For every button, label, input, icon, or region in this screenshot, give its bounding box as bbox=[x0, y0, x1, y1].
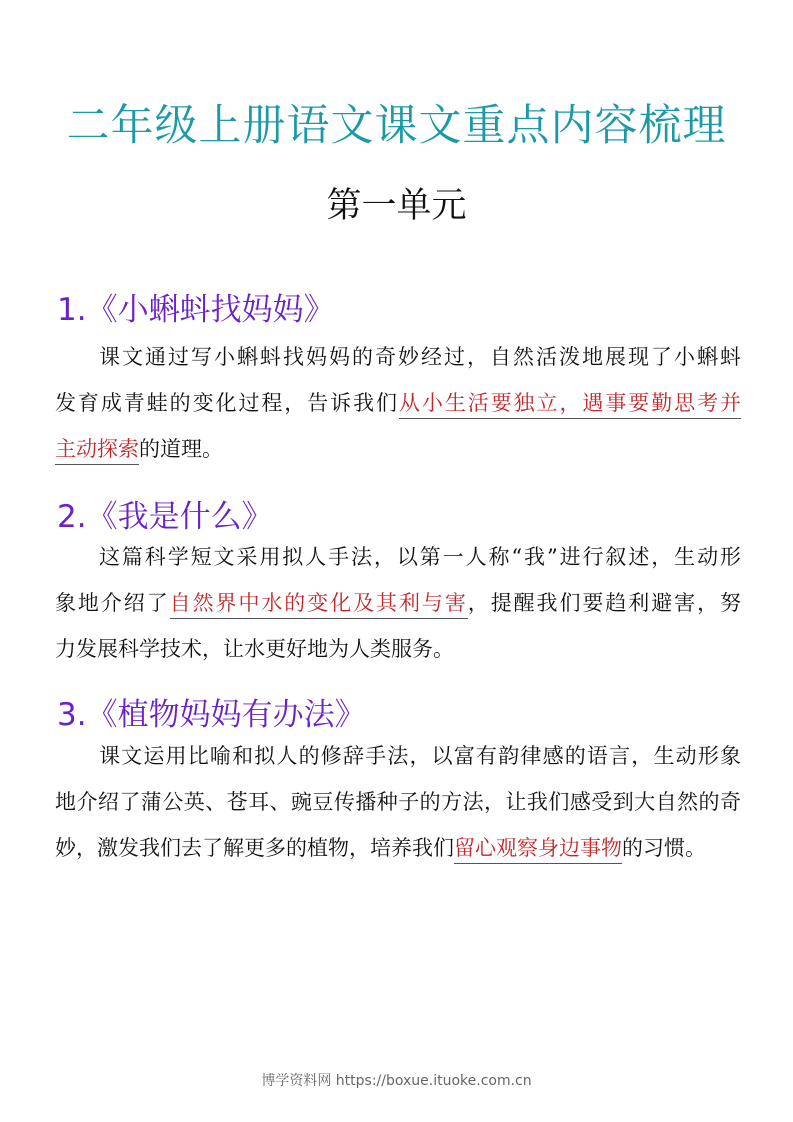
text-segment: 课文运用比喻和拟人的修辞手法，以富有韵律感的语言，生动形象 bbox=[99, 744, 741, 768]
paragraph-line bbox=[55, 580, 741, 626]
text-segment: 课文通过写小蝌蚪找妈妈的奇妙经过，自然活泼地展现了小蝌蚪 bbox=[99, 345, 741, 369]
highlighted-key-point: 留心观察身边事物 bbox=[454, 836, 622, 864]
text-segment: 发育成青蛙的变化过程，告诉我们 bbox=[55, 391, 399, 415]
section-paragraph-3 bbox=[55, 733, 741, 871]
text-segment: 象地介绍了 bbox=[55, 591, 170, 615]
highlighted-key-point: 从小生活要独立，遇事要勤思考并 bbox=[399, 391, 741, 419]
text-segment: 地介绍了蒲公英、苍耳、豌豆传播种子的方法，让我们感受到大自然的奇 bbox=[55, 790, 741, 814]
section-paragraph-2 bbox=[55, 534, 741, 672]
text-segment: 的习惯。 bbox=[622, 836, 706, 860]
text-segment: 妙，激发我们去了解更多的植物，培养我们 bbox=[55, 836, 454, 860]
text-segment: 的道理。 bbox=[139, 437, 223, 461]
section-heading-1: 1.《小蝌蚪找妈妈》 bbox=[57, 292, 335, 328]
paragraph-line bbox=[55, 426, 741, 472]
text-segment: ，提醒我们要趋利避害，努 bbox=[467, 591, 742, 615]
paragraph-line bbox=[55, 825, 741, 871]
footer-watermark: 博学资料网 https://boxue.ituoke.com.cn bbox=[261, 1073, 532, 1089]
section-heading-3: 3.《植物妈妈有办法》 bbox=[57, 697, 366, 733]
highlighted-key-point: 主动探索 bbox=[55, 437, 139, 465]
unit-heading: 第一单元 bbox=[326, 186, 467, 226]
text-segment: 这篇科学短文采用拟人手法，以第一人称“我”进行叙述，生动形 bbox=[99, 545, 741, 569]
paragraph-line bbox=[55, 380, 741, 426]
paragraph-line bbox=[55, 626, 741, 672]
paragraph-line bbox=[55, 534, 741, 580]
paragraph-line bbox=[55, 779, 741, 825]
paragraph-line bbox=[55, 733, 741, 779]
section-heading-2: 2.《我是什么》 bbox=[57, 499, 273, 535]
highlighted-key-point: 自然界中水的变化及其利与害 bbox=[170, 591, 468, 619]
section-paragraph-1 bbox=[55, 334, 741, 472]
paragraph-line bbox=[55, 334, 741, 380]
text-segment: 力发展科学技术，让水更好地为人类服务。 bbox=[55, 637, 454, 661]
document-title: 二年级上册语文课文重点内容梳理 bbox=[66, 101, 727, 151]
